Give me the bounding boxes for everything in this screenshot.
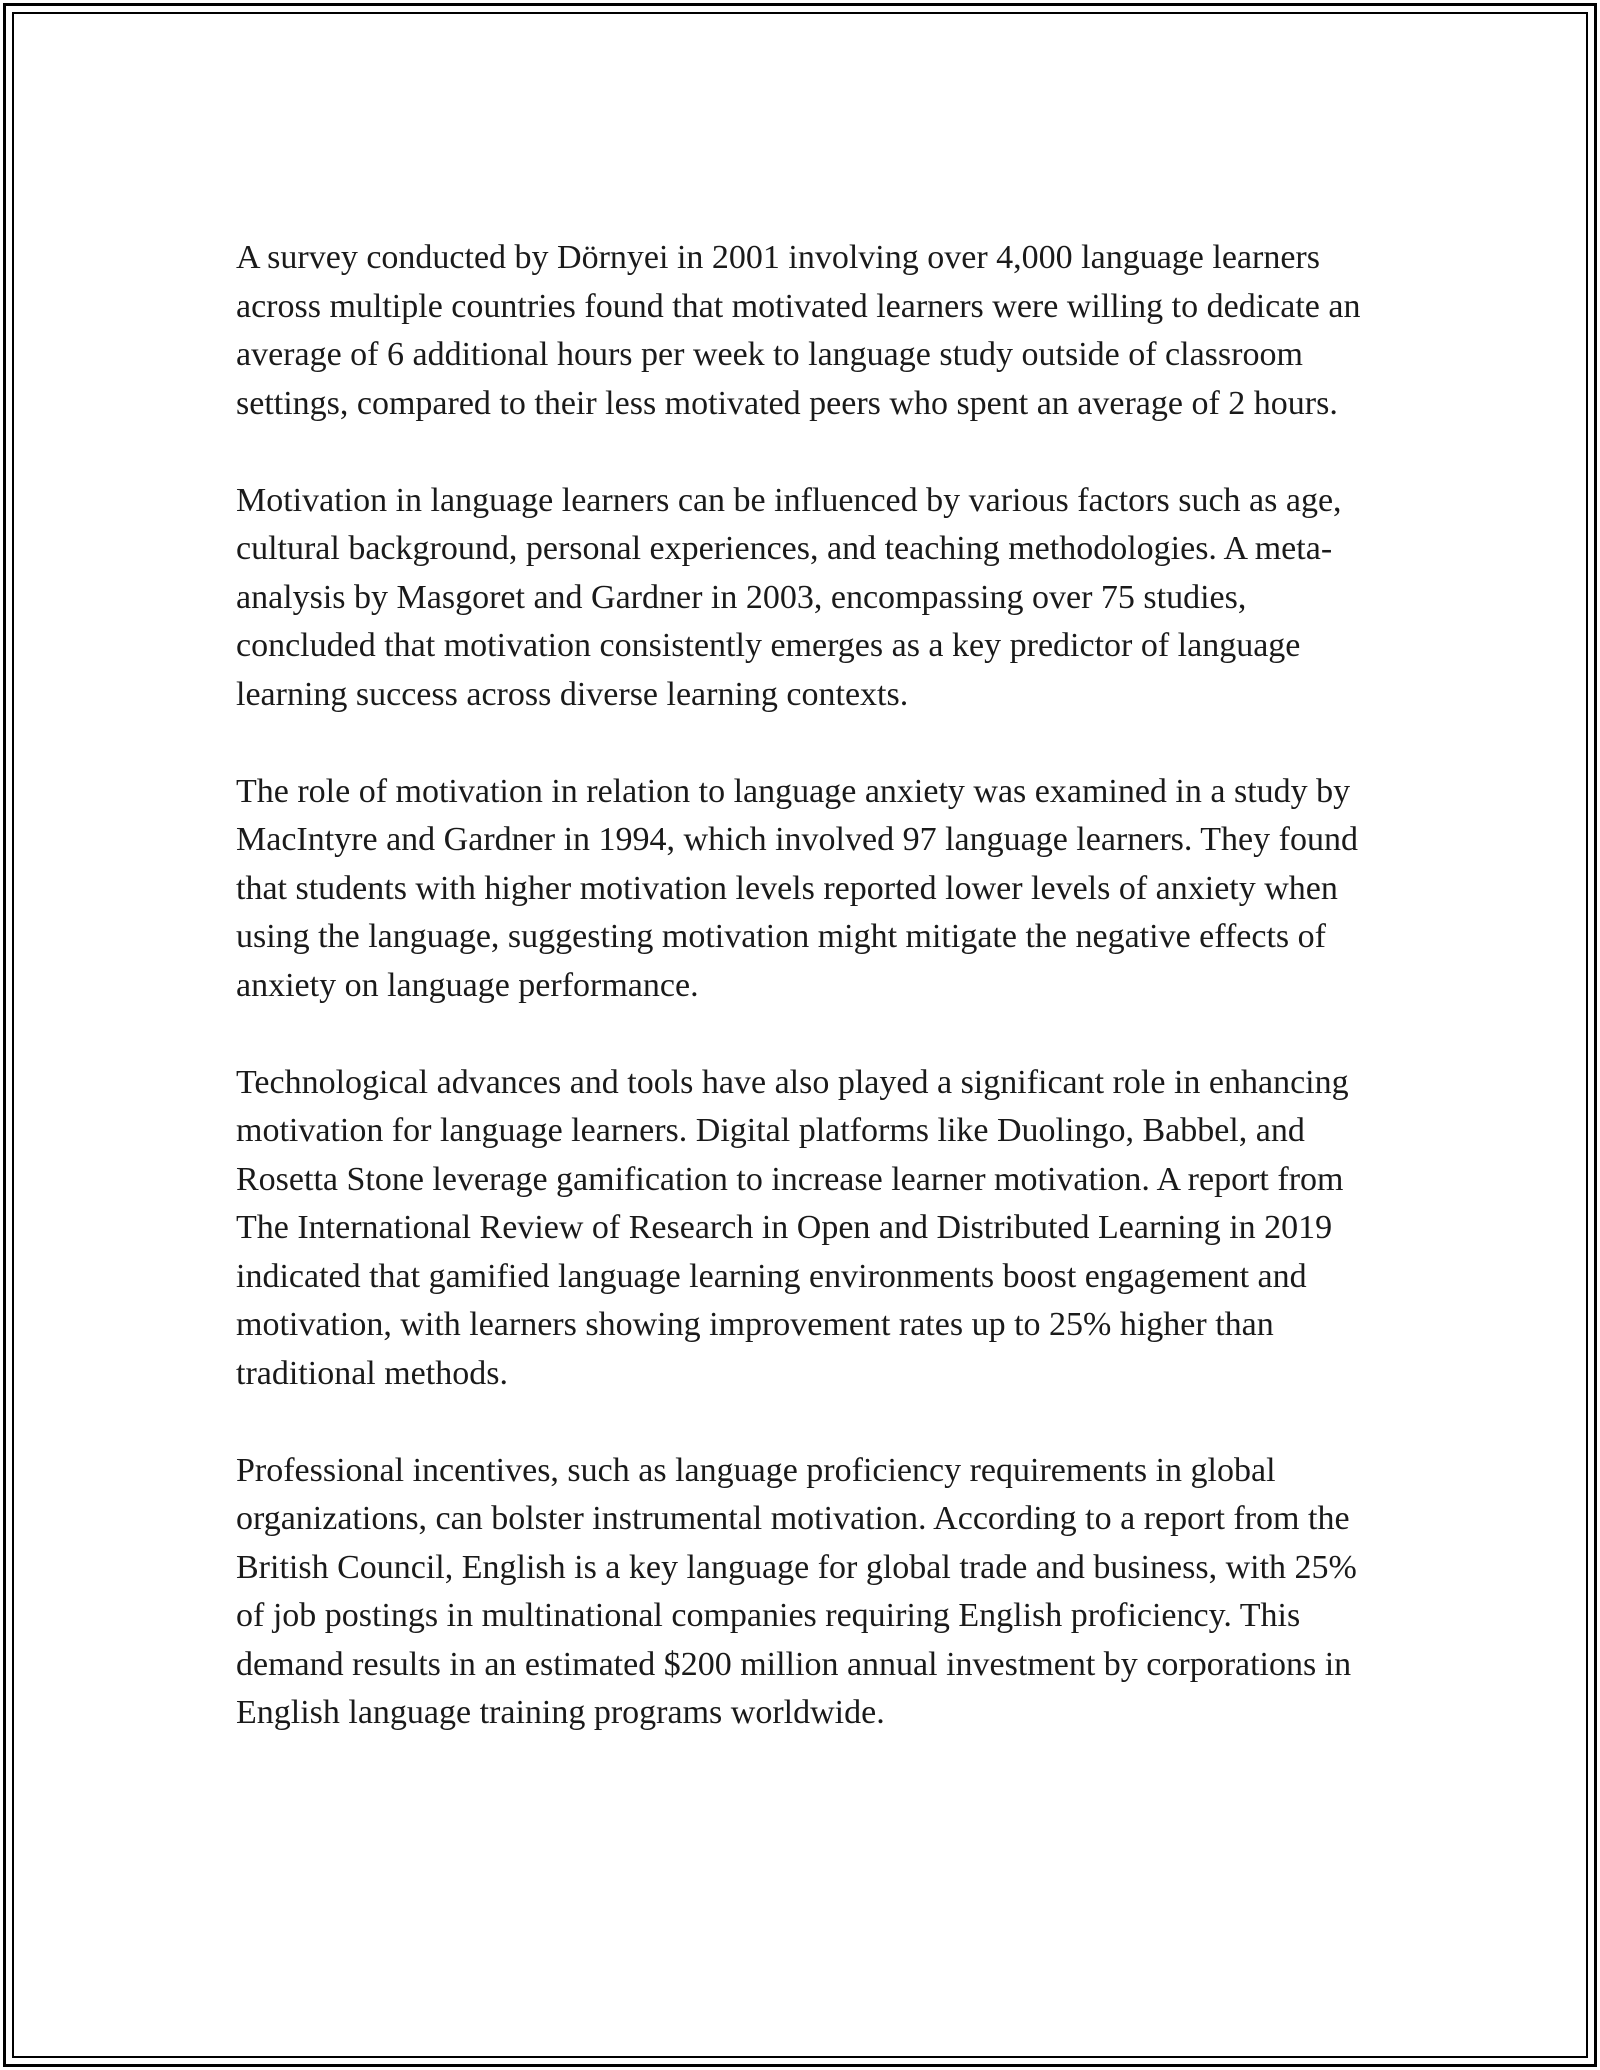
paragraph-professional-incentives: Professional incentives, such as language proficiency requirements in global organizations, can bolster instrumental motivation. According to a report from the British Council, English is a key language for global trade and business, with 25% of job postings in multinational companies requiring English proficiency. This demand results in an estimated $200 million annual investment by corporations in English language training programs worldwide. xyxy=(236,1451,1357,1731)
paragraph-technology-gamification: Technological advances and tools have also played a significant role in enhancing motivation for language learners. Digital platforms like Duolingo, Babbel, and Rosetta Stone leverage gamification to increase learner motivation. A report from The International Review of Research in Open and Distributed Learning in 2019 indicated that gamified language learning environments boost engagement and motivation, with learners showing improvement rates up to 25% higher than traditional methods. xyxy=(236,1063,1349,1392)
paragraph-motivation-factors: Motivation in language learners can be influenced by various factors such as age, cultural background, personal experiences, and teaching methodologies. A meta-analysis by Masgoret and Gardner in 2003, encompassing over 75 studies, concluded that motivation consistently emerges as a key predictor of language learning success across diverse learning contexts. xyxy=(236,481,1342,713)
document-body xyxy=(236,234,1366,1786)
paragraph-dornyei-survey: A survey conducted by Dörnyei in 2001 involving over 4,000 language learners across multiple countries found that motivated learners were willing to dedicate an average of 6 additional hours per week to language study outside of classroom settings, compared to their less motivated peers who spent an average of 2 hours. xyxy=(236,239,1361,422)
paragraph-language-anxiety: The role of motivation in relation to language anxiety was examined in a study by MacIntyre and Gardner in 1994, which involved 97 language learners. They found that students with higher motivation levels reported lower levels of anxiety when using the language, suggesting motivation might mitigate the negative effects of anxiety on language performance. xyxy=(236,772,1358,1004)
